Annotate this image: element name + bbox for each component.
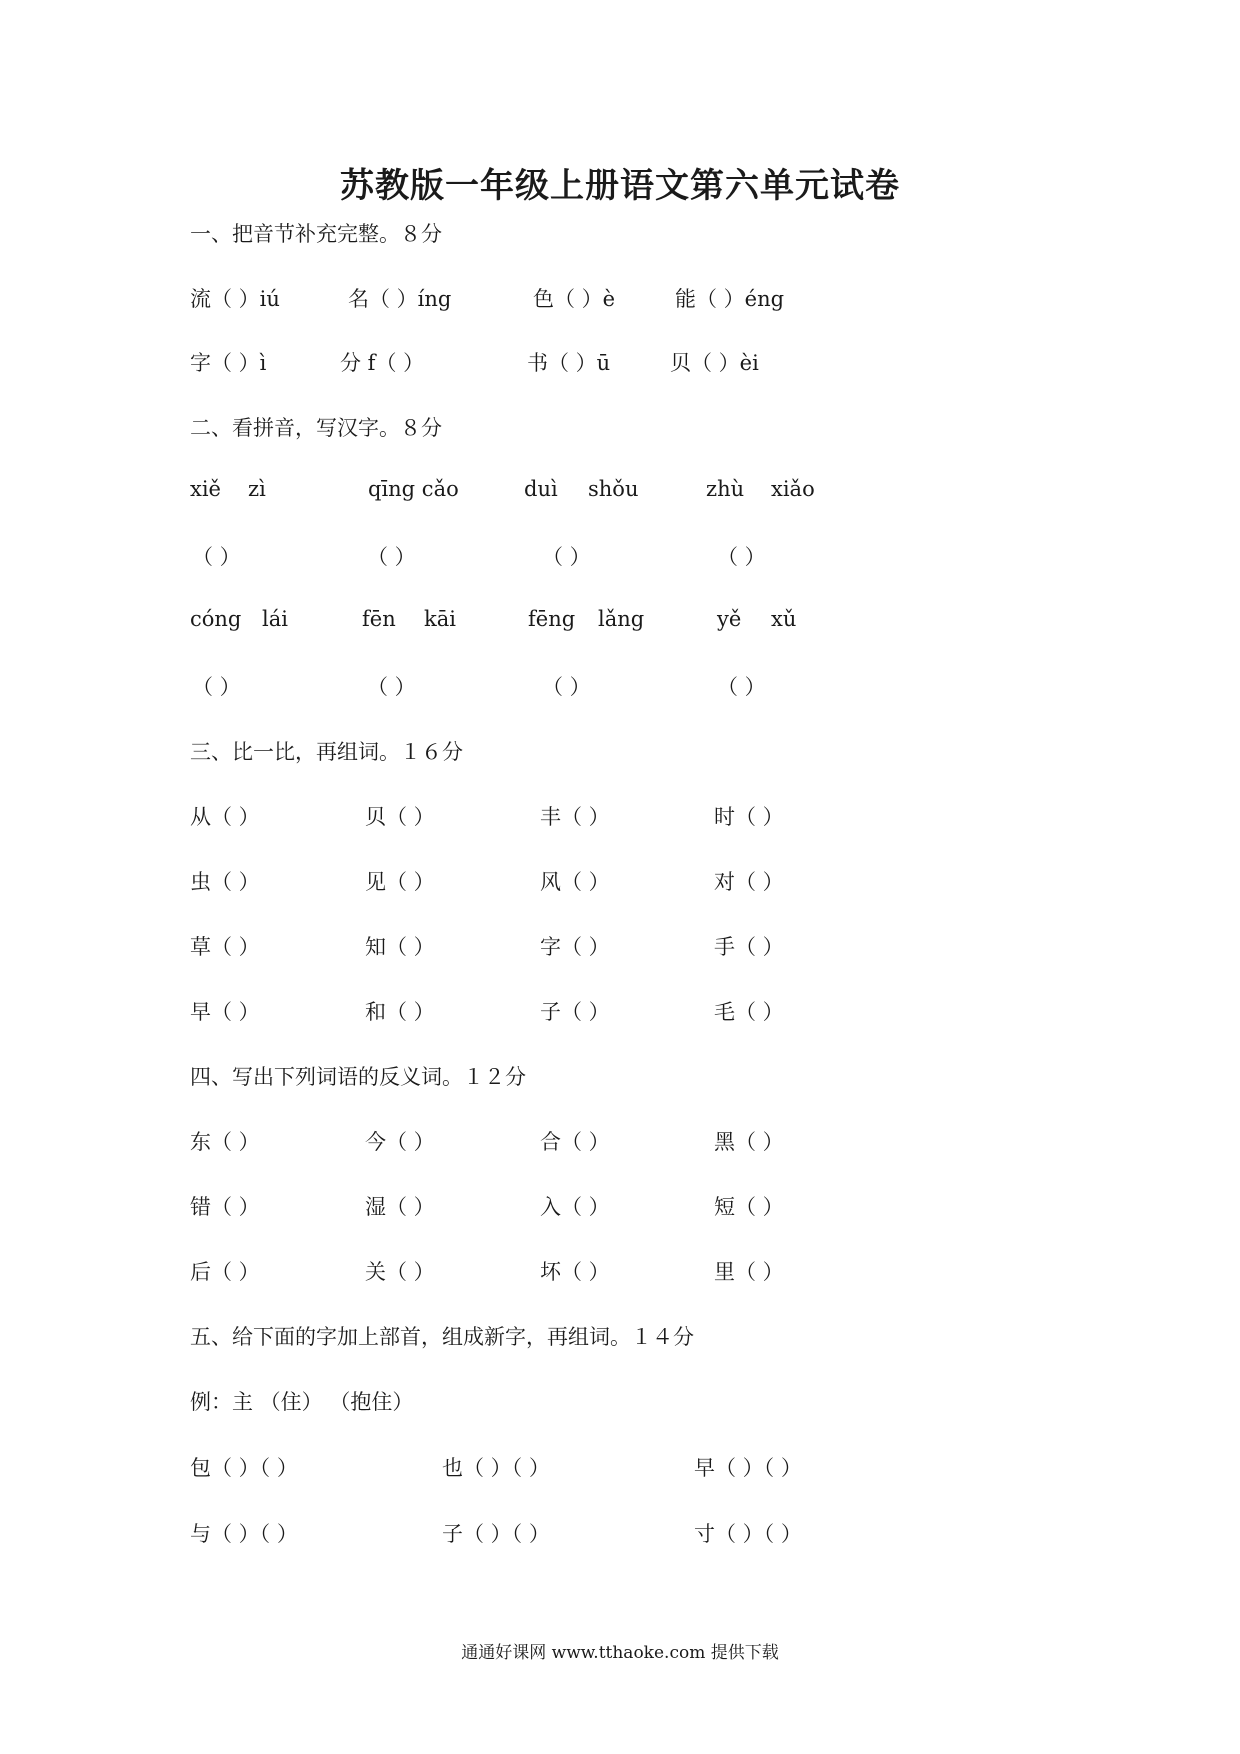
antonym-item: 东（ ） xyxy=(190,1130,260,1154)
syllable-item: 名（ ）íng xyxy=(348,287,452,311)
footer-credit: 通通好课网 www.tthaoke.com 提供下载 xyxy=(461,1643,779,1663)
word-item: 和（ ） xyxy=(365,1000,435,1024)
pinyin-text: fēn xyxy=(362,607,396,631)
radical-row xyxy=(0,1452,1240,1486)
page-title: 苏教版一年级上册语文第六单元试卷 xyxy=(340,166,900,206)
pinyin-text: xiǎo xyxy=(771,477,815,501)
antonym-item: 黑（ ） xyxy=(714,1130,784,1154)
pinyin-text: qīng cǎo xyxy=(368,477,459,501)
pinyin-text: kāi xyxy=(424,607,456,631)
syllable-item: 色（ ）è xyxy=(533,287,616,311)
syllable-item: 书（ ）ū xyxy=(527,351,611,375)
section-2-heading: 二、看拼音，写汉字。８分 xyxy=(190,416,442,440)
word-item: 时（ ） xyxy=(714,805,784,829)
answer-blank: （ ） xyxy=(192,545,241,569)
answer-blank-row xyxy=(0,671,1240,705)
section-1-row xyxy=(0,283,1240,317)
radical-item: 寸（ ）（ ） xyxy=(694,1522,802,1546)
word-item: 手（ ） xyxy=(714,935,784,959)
word-row xyxy=(0,866,1240,900)
section-1-heading: 一、把音节补充完整。８分 xyxy=(190,222,442,246)
word-row xyxy=(0,931,1240,965)
syllable-item: 能（ ）éng xyxy=(675,287,785,311)
pinyin-text: fēng xyxy=(528,607,576,631)
antonym-item: 坏（ ） xyxy=(540,1260,610,1284)
answer-blank: （ ） xyxy=(367,545,416,569)
antonym-item: 后（ ） xyxy=(190,1260,260,1284)
pinyin-text: yě xyxy=(717,607,742,631)
word-item: 见（ ） xyxy=(365,870,435,894)
section-4-heading: 四、写出下列词语的反义词。１２分 xyxy=(190,1065,526,1089)
radical-row xyxy=(0,1518,1240,1552)
pinyin-text: lǎng xyxy=(598,607,645,631)
antonym-row xyxy=(0,1126,1240,1160)
antonym-item: 今（ ） xyxy=(365,1130,435,1154)
word-item: 风（ ） xyxy=(540,870,610,894)
radical-item: 与（ ）（ ） xyxy=(190,1522,298,1546)
word-item: 子（ ） xyxy=(540,1000,610,1024)
syllable-item: 贝（ ）èi xyxy=(670,351,759,375)
answer-blank: （ ） xyxy=(367,675,416,699)
answer-blank: （ ） xyxy=(717,675,766,699)
antonym-item: 里（ ） xyxy=(714,1260,784,1284)
antonym-item: 错（ ） xyxy=(190,1195,260,1219)
radical-item: 也（ ）（ ） xyxy=(442,1456,550,1480)
pinyin-text: duì xyxy=(524,477,558,501)
example-text: 例：主 （住） （抱住） xyxy=(190,1390,414,1414)
word-item: 知（ ） xyxy=(365,935,435,959)
word-item: 字（ ） xyxy=(540,935,610,959)
word-item: 毛（ ） xyxy=(714,1000,784,1024)
pinyin-text: xǔ xyxy=(771,607,797,631)
radical-item: 子（ ）（ ） xyxy=(442,1522,550,1546)
answer-blank: （ ） xyxy=(542,675,591,699)
answer-blank: （ ） xyxy=(192,675,241,699)
word-item: 虫（ ） xyxy=(190,870,260,894)
pinyin-text: zì xyxy=(248,477,266,501)
answer-blank-row xyxy=(0,541,1240,575)
section-5-heading: 五、给下面的字加上部首，组成新字，再组词。１４分 xyxy=(190,1325,694,1349)
pinyin-row xyxy=(0,607,1240,641)
antonym-item: 短（ ） xyxy=(714,1195,784,1219)
word-item: 早（ ） xyxy=(190,1000,260,1024)
radical-item: 早（ ）（ ） xyxy=(694,1456,802,1480)
pinyin-text: zhù xyxy=(706,477,745,501)
example-row xyxy=(0,1386,1240,1420)
word-item: 对（ ） xyxy=(714,870,784,894)
radical-item: 包（ ）（ ） xyxy=(190,1456,298,1480)
antonym-item: 湿（ ） xyxy=(365,1195,435,1219)
section-1-row xyxy=(0,347,1240,381)
antonym-item: 入（ ） xyxy=(540,1195,610,1219)
antonym-row xyxy=(0,1256,1240,1290)
word-item: 丰（ ） xyxy=(540,805,610,829)
syllable-item: 字（ ）ì xyxy=(190,351,267,375)
word-item: 从（ ） xyxy=(190,805,260,829)
answer-blank: （ ） xyxy=(542,545,591,569)
antonym-item: 关（ ） xyxy=(365,1260,435,1284)
antonym-row xyxy=(0,1191,1240,1225)
answer-blank: （ ） xyxy=(717,545,766,569)
word-item: 贝（ ） xyxy=(365,805,435,829)
section-3-heading: 三、比一比，再组词。１６分 xyxy=(190,740,463,764)
word-row xyxy=(0,801,1240,835)
pinyin-text: cóng xyxy=(190,607,242,631)
antonym-item: 合（ ） xyxy=(540,1130,610,1154)
syllable-item: 流（ ）iú xyxy=(190,287,280,311)
syllable-item: 分 f（ ） xyxy=(340,351,425,375)
pinyin-text: lái xyxy=(262,607,288,631)
word-row xyxy=(0,996,1240,1030)
pinyin-row xyxy=(0,477,1240,511)
word-item: 草（ ） xyxy=(190,935,260,959)
pinyin-text: shǒu xyxy=(588,477,639,501)
pinyin-text: xiě xyxy=(190,477,221,501)
